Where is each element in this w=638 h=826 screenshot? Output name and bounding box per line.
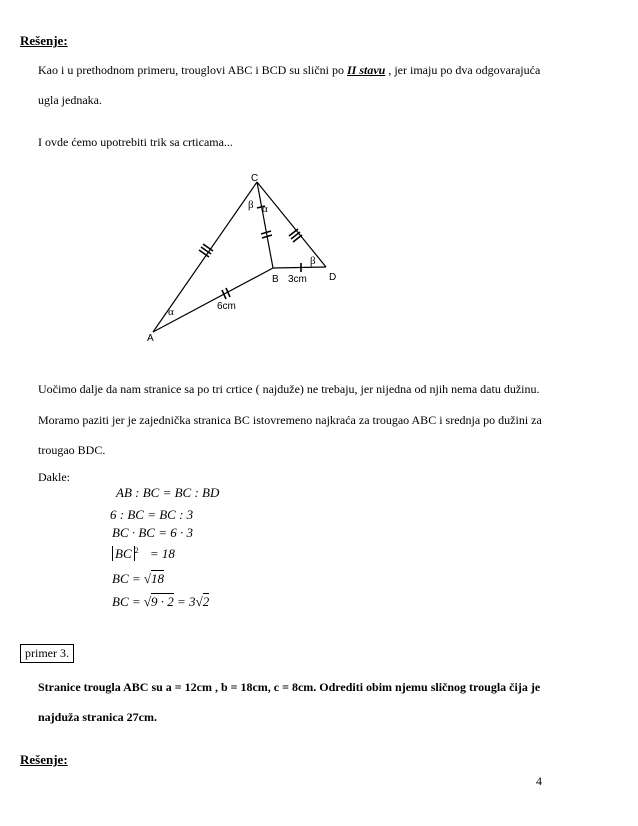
side-bd: [273, 267, 326, 268]
equation-4-right: = 18: [149, 546, 175, 562]
radicand-9x2: 9 · 2: [151, 594, 174, 609]
solution-heading-2: Rešenje:: [20, 752, 68, 767]
equation-6-mid: = 3: [173, 594, 196, 609]
equation-5-left: BC =: [112, 571, 144, 586]
ab-length-label: 6cm: [217, 301, 236, 312]
exponent: 2: [134, 546, 139, 555]
intro-text-after: , jer imaju po dva odgovarajuća: [385, 63, 541, 77]
sqrt-symbol: √: [143, 594, 152, 609]
triangle-diagram: [130, 170, 350, 350]
sqrt-symbol: √: [195, 594, 203, 609]
point-c-label: C: [251, 173, 259, 184]
observation-paragraph: Uočimo dalje da nam stranice sa po tri crtice ( najduže) ne trebaju, jer nijedna od njih nema datu dužinu.: [38, 382, 540, 396]
intro-emphasis: II stavu: [347, 63, 386, 77]
note-paragraph-line2: trougao BDC.: [38, 443, 106, 457]
radicand-18: 18: [151, 571, 165, 586]
equation-6-left: BC =: [112, 594, 144, 609]
equation-5: [112, 571, 164, 587]
intro-paragraph-line1: [38, 63, 540, 78]
angle-alpha-c: α: [262, 203, 268, 215]
intro-paragraph-line2: ugla jednaka.: [38, 93, 102, 107]
angle-beta-d: β: [310, 255, 316, 267]
therefore-label: Dakle:: [38, 470, 70, 484]
side-ab: [153, 268, 273, 332]
equation-4: [112, 546, 175, 562]
side-bc: [257, 182, 273, 268]
solution-heading: Rešenje:: [20, 33, 68, 48]
point-a-label: A: [147, 333, 154, 344]
intro-text-before: Kao i u prethodnom primeru, trouglovi ABC i BCD su slični po: [38, 63, 347, 77]
page-number: 4: [536, 774, 542, 788]
equation-2: 6 : BC = BC : 3: [110, 507, 194, 522]
example-label: primer 3.: [20, 644, 74, 663]
note-paragraph-line1: Moramo paziti jer je zajednička stranica BC istovremeno najkraća za trougao ABC i srednja po dužini za: [38, 413, 542, 427]
equation-6: [112, 594, 209, 610]
point-b-label: B: [272, 274, 279, 285]
side-cd: [257, 182, 326, 267]
trick-paragraph: I ovde ćemo upotrebiti trik sa crticama...: [38, 135, 233, 149]
angle-alpha-a: α: [168, 306, 174, 318]
sqrt-symbol: √: [143, 571, 152, 586]
abs-bc: BC: [112, 546, 135, 561]
angle-beta-c: β: [248, 199, 254, 211]
bd-length-label: 3cm: [288, 274, 307, 285]
point-d-label: D: [329, 272, 337, 283]
equation-1: AB : BC = BC : BD: [116, 485, 220, 500]
equation-3: BC · BC = 6 · 3: [112, 525, 193, 540]
task-line1: Stranice trougla ABC su a = 12cm , b = 18cm, c = 8cm. Odrediti obim njemu sličnog trougla čija je: [38, 680, 541, 694]
task-line2: najduža stranica 27cm.: [38, 710, 157, 724]
radicand-2: 2: [202, 594, 210, 609]
